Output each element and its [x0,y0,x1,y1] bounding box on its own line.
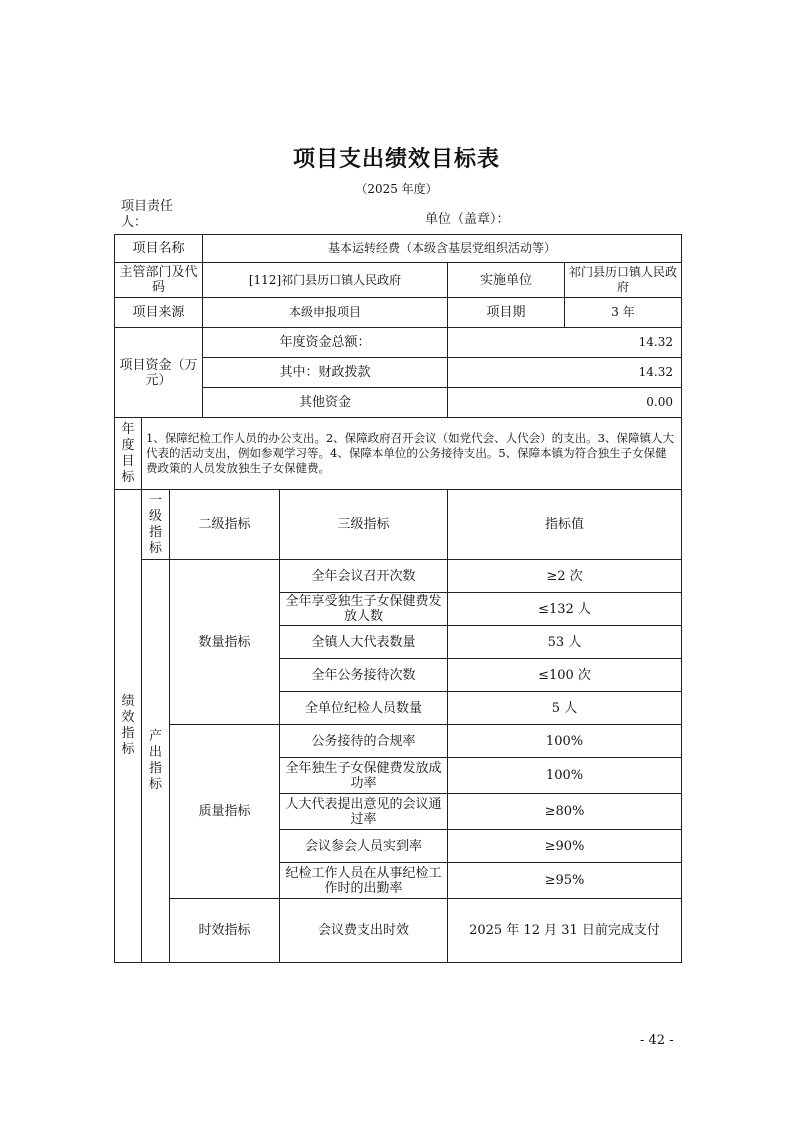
timeliness-indicator-label: 时效指标 [170,899,280,963]
level2-header: 二级指标 [170,490,280,560]
indicator-name: 全年会议召开次数 [280,560,448,593]
responsible-person-label: 项目责任人： [121,199,174,230]
value-header: 指标值 [448,490,682,560]
indicator-name: 公务接待的合规率 [280,725,448,758]
indicator-name: 全年独生子女保健费发放成功率 [280,758,448,794]
indicator-value: ≥2 次 [448,560,682,593]
other-funds-value: 0.00 [448,388,682,418]
indicator-value: 5 人 [448,692,682,725]
period-value: 3 年 [565,298,682,328]
fiscal-funds-value: 14.32 [448,358,682,388]
indicator-value: ≥95% [448,863,682,899]
indicator-name: 会议费支出时效 [280,899,448,963]
output-indicator-label: 产出指标 [142,560,170,963]
fiscal-year: （2025 年度） [355,182,438,196]
table-row [115,560,682,593]
annual-goal-label: 年度目标 [115,418,142,490]
impl-unit-label: 实施单位 [448,263,565,298]
unit-seal-label: 单位（盖章）： [425,212,510,227]
indicator-value: 53 人 [448,626,682,659]
impl-unit-value: 祁门县历口镇人民政府 [565,263,682,298]
source-value: 本级申报项目 [203,298,448,328]
fiscal-funds-label: 其中：财政拨款 [203,358,448,388]
page-title: 项目支出绩效目标表 [292,146,500,172]
indicator-value: ≤100 次 [448,659,682,692]
perf-indicator-label: 绩效指标 [115,490,142,963]
row-annual-goal [115,418,682,490]
total-funds-value: 14.32 [448,328,682,358]
performance-target-table [114,234,682,963]
page-number: - 42 - [640,1033,674,1048]
indicator-value: 2025 年 12 月 31 日前完成支付 [448,899,682,963]
row-indicator-header [115,490,682,560]
row-total-funds [115,328,682,358]
other-funds-label: 其他资金 [203,388,448,418]
indicator-value: ≥90% [448,830,682,863]
quantity-indicator-label: 数量指标 [170,560,280,725]
level3-header: 三级指标 [280,490,448,560]
funds-label: 项目资金（万元） [115,328,203,418]
indicator-name: 全单位纪检人员数量 [280,692,448,725]
dept-label: 主管部门及代码 [115,263,203,298]
indicator-name: 全镇人大代表数量 [280,626,448,659]
indicator-value: ≥80% [448,794,682,830]
indicator-name: 纪检工作人员在从事纪检工作时的出勤率 [280,863,448,899]
indicator-name: 人大代表提出意见的会议通过率 [280,794,448,830]
quality-indicator-label: 质量指标 [170,725,280,899]
total-funds-label: 年度资金总额： [203,328,448,358]
period-label: 项目期 [448,298,565,328]
indicator-value: ≤132 人 [448,593,682,626]
dept-value: [112]祁门县历口镇人民政府 [203,263,448,298]
table-row [115,725,682,758]
row-department [115,263,682,298]
source-label: 项目来源 [115,298,203,328]
project-name-label: 项目名称 [115,235,203,263]
indicator-name: 会议参会人员实到率 [280,830,448,863]
row-source [115,298,682,328]
project-name-value: 基本运转经费（本级含基层党组织活动等） [203,235,682,263]
indicator-name: 全年享受独生子女保健费发放人数 [280,593,448,626]
indicator-name: 全年公务接待次数 [280,659,448,692]
row-project-name [115,235,682,263]
level1-header: 一级指标 [142,490,170,560]
table-row [115,899,682,963]
indicator-value: 100% [448,758,682,794]
annual-goal-text: 1、保障纪检工作人员的办公支出。2、保障政府召开会议（如党代会、人代会）的支出。3、保障镇人大代表的活动支出，例如参观学习等。4、保障本单位的公务接待支出。5、保障本镇为符合独生子女保健费政策的人员发放独生子女保健费。 [142,418,682,490]
indicator-value: 100% [448,725,682,758]
